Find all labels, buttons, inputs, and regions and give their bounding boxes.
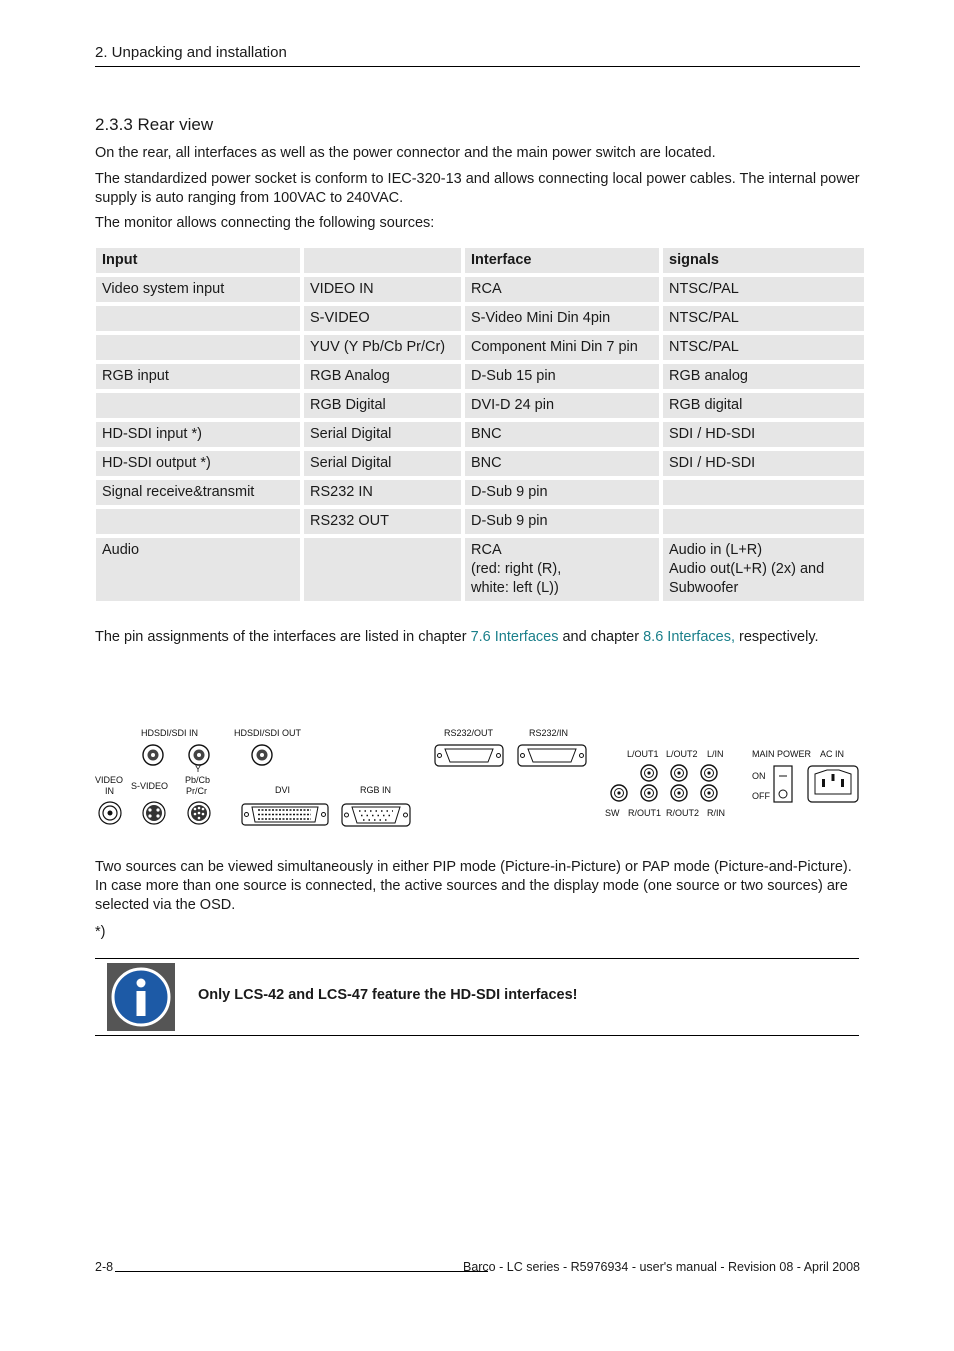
table-cell: RS232 IN bbox=[304, 480, 461, 505]
table-cell: Video system input bbox=[96, 277, 300, 302]
table-cell bbox=[304, 538, 461, 601]
paragraph-sources-intro: The monitor allows connecting the following sources: bbox=[95, 215, 435, 231]
table-cell: D-Sub 9 pin bbox=[465, 509, 659, 534]
label-r-out1: R/OUT1 bbox=[628, 808, 662, 818]
footnote-mark: *) bbox=[95, 924, 106, 940]
table-cell: VIDEO IN bbox=[304, 277, 461, 302]
bnc-out-connector bbox=[252, 745, 272, 765]
table-row bbox=[96, 306, 864, 331]
label-pb-cb: Pb/Cb bbox=[185, 775, 211, 785]
table-cell: D-Sub 9 pin bbox=[465, 480, 659, 505]
table-cell: RGB Digital bbox=[304, 393, 461, 418]
table-cell: RGB digital bbox=[663, 393, 864, 418]
footer-reference: Barco - LC series - R5976934 - user's manual - Revision 08 - April 2008 bbox=[462, 1260, 860, 1274]
label-video-in-1: VIDEO bbox=[95, 775, 124, 785]
table-cell bbox=[96, 509, 300, 534]
table-row bbox=[96, 451, 864, 476]
rgb-in-connector bbox=[342, 804, 410, 826]
label-pr-cr: Pr/Cr bbox=[186, 786, 207, 796]
table-row bbox=[96, 393, 864, 418]
table-cell: NTSC/PAL bbox=[663, 306, 864, 331]
table-header-cell: Interface bbox=[465, 248, 659, 273]
pin-text-before: The pin assignments of the interfaces are listed in chapter bbox=[95, 629, 471, 645]
label-hdsdi-in: HDSDI/SDI IN bbox=[141, 728, 199, 738]
table-row bbox=[96, 335, 864, 360]
label-r-out2: R/OUT2 bbox=[666, 808, 700, 818]
table-cell: D-Sub 15 pin bbox=[465, 364, 659, 389]
table-cell: Audio in (L+R) Audio out(L+R) (2x) and Subwoofer bbox=[663, 538, 864, 601]
paragraph-rear-interfaces: On the rear, all interfaces as well as the power connector and the main power switch are located. bbox=[95, 145, 716, 161]
table-cell: RGB input bbox=[96, 364, 300, 389]
table-cell: DVI-D 24 pin bbox=[465, 393, 659, 418]
table-cell: RGB analog bbox=[663, 364, 864, 389]
table-cell: BNC bbox=[465, 451, 659, 476]
page-header bbox=[95, 44, 860, 67]
power-switch bbox=[774, 766, 792, 802]
table-cell: S-Video Mini Din 4pin bbox=[465, 306, 659, 331]
table-cell: YUV (Y Pb/Cb Pr/Cr) bbox=[304, 335, 461, 360]
table-cell bbox=[663, 480, 864, 505]
table-row bbox=[96, 538, 864, 601]
table-cell: Serial Digital bbox=[304, 451, 461, 476]
table-cell: Serial Digital bbox=[304, 422, 461, 447]
info-icon bbox=[107, 963, 175, 1031]
table-cell: HD-SDI output *) bbox=[96, 451, 300, 476]
table-cell: S-VIDEO bbox=[304, 306, 461, 331]
note-box bbox=[95, 958, 859, 1036]
ac-inlet-connector bbox=[808, 766, 858, 802]
table-cell bbox=[96, 393, 300, 418]
page-number: 2-8 bbox=[95, 1260, 114, 1274]
label-on: ON bbox=[752, 771, 766, 781]
label-l-in: L/IN bbox=[707, 749, 724, 759]
table-cell: NTSC/PAL bbox=[663, 335, 864, 360]
table-cell: Component Mini Din 7 pin bbox=[465, 335, 659, 360]
label-l-out2: L/OUT2 bbox=[666, 749, 698, 759]
label-off: OFF bbox=[752, 791, 770, 801]
label-y: Y bbox=[195, 764, 202, 774]
pin-text-after: respectively. bbox=[735, 629, 819, 645]
table-header-row bbox=[96, 248, 864, 273]
label-s-video: S-VIDEO bbox=[131, 781, 169, 791]
table-row bbox=[96, 422, 864, 447]
footer-rule bbox=[115, 1271, 488, 1272]
label-hdsdi-out: HDSDI/SDI OUT bbox=[234, 728, 302, 738]
table-cell: NTSC/PAL bbox=[663, 277, 864, 302]
paragraph-pip-pap: Two sources can be viewed simultaneously in either PIP mode (Picture-in-Picture) or PAP mode (Picture-and-Picture). In case more than one source is connected, the active sources and the display mode (one source or two sources) are selected via the OSD. bbox=[95, 859, 852, 913]
table-cell: RCA bbox=[465, 277, 659, 302]
table-row bbox=[96, 480, 864, 505]
label-sw: SW bbox=[605, 808, 620, 818]
table-row bbox=[96, 277, 864, 302]
section-title: 2.3.3 Rear view bbox=[95, 115, 214, 134]
table-cell: Signal receive&transmit bbox=[96, 480, 300, 505]
label-dvi: DVI bbox=[275, 785, 291, 795]
table-cell: RGB Analog bbox=[304, 364, 461, 389]
paragraph-power-socket: The standardized power socket is conform to IEC-320-13 and allows connecting local power cables. The internal power supply is auto ranging from 100VAC to 240VAC. bbox=[95, 171, 860, 206]
table-header-cell bbox=[304, 248, 461, 273]
label-main-power: MAIN POWER bbox=[752, 749, 812, 759]
video-in-connector bbox=[99, 802, 121, 824]
table-cell: BNC bbox=[465, 422, 659, 447]
label-video-in-2: IN bbox=[105, 786, 114, 796]
note-text: Only LCS-42 and LCS-47 feature the HD-SDI interfaces! bbox=[198, 987, 578, 1003]
dvi-connector bbox=[242, 804, 328, 825]
label-rgb-in: RGB IN bbox=[360, 785, 392, 795]
table-row bbox=[96, 364, 864, 389]
pin-text-mid: and chapter bbox=[558, 629, 644, 645]
label-ac-in: AC IN bbox=[820, 749, 845, 759]
table-cell bbox=[663, 509, 864, 534]
table-cell: SDI / HD-SDI bbox=[663, 422, 864, 447]
table-cell: HD-SDI input *) bbox=[96, 422, 300, 447]
table-cell bbox=[96, 306, 300, 331]
bnc-in-2-connector bbox=[189, 745, 209, 765]
label-r-in: R/IN bbox=[707, 808, 725, 818]
component-connector bbox=[188, 802, 210, 824]
table-cell: RS232 OUT bbox=[304, 509, 461, 534]
page-footer bbox=[95, 1260, 860, 1280]
chapter-title: 2. Unpacking and installation bbox=[95, 44, 287, 61]
interfaces-table bbox=[92, 244, 868, 605]
table-cell bbox=[96, 335, 300, 360]
paragraph-pin-assignments bbox=[95, 628, 860, 647]
rs232-out-connector bbox=[435, 745, 503, 766]
table-header-cell: Input bbox=[96, 248, 300, 273]
label-rs232-in: RS232/IN bbox=[529, 728, 569, 738]
table-cell: Audio bbox=[96, 538, 300, 601]
table-header-cell: signals bbox=[663, 248, 864, 273]
s-video-connector bbox=[143, 802, 165, 824]
audio-rca-connectors bbox=[611, 765, 717, 801]
rear-panel-diagram bbox=[95, 722, 865, 832]
table-row bbox=[96, 509, 864, 534]
table-cell: RCA (red: right (R), white: left (L)) bbox=[465, 538, 659, 601]
link-7-6-interfaces[interactable]: 7.6 Interfaces bbox=[470, 629, 559, 645]
table-cell: SDI / HD-SDI bbox=[663, 451, 864, 476]
link-8-6-interfaces[interactable]: 8.6 Interfaces, bbox=[643, 629, 735, 645]
rs232-in-connector bbox=[518, 745, 586, 766]
label-rs232-out: RS232/OUT bbox=[444, 728, 494, 738]
bnc-in-1-connector bbox=[143, 745, 163, 765]
label-l-out1: L/OUT1 bbox=[627, 749, 659, 759]
